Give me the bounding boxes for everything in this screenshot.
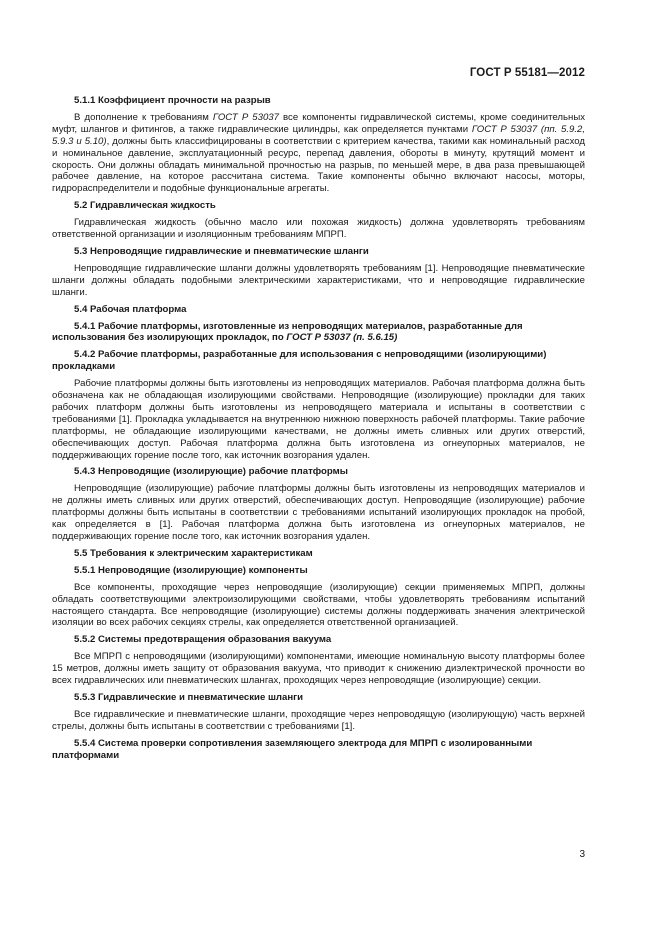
section-heading: 5.2 Гидравлическая жидкость (74, 200, 216, 212)
section-heading: 5.5.3 Гидравлические и пневматические шланги (74, 691, 304, 703)
paragraph: Все компоненты, проходящие через непроводящие (изолирующие) секции применяемых МПРП, должны обладать соответствующими электроизолирующими свойствами, чтобы удовлетворять требованиям испытаний настоящего стандарта. Все непроводящие (изолирующие) системы должны поддерживать значения электрической изоляции во всех рабочих секциях стрелы, как определяется ответственной организацией. (52, 581, 585, 629)
paragraph: Все гидравлические и пневматические шланги, проходящие через непроводящую (изолирующую) часть верхней стрелы, должны быть испытаны в соответствии с требованиями [1]. (52, 708, 585, 732)
section-heading: 5.5.2 Системы предотвращения образования вакуума (74, 634, 332, 646)
paragraph: Гидравлическая жидкость (обычно масло или похожая жидкость) должна удовлетворять требованиям ответственной организации и изоляционным требованиям МПРП. (52, 217, 585, 241)
section-heading: 5.5.4 Система проверки сопротивления заземляющего электрода для МПРП с изолированными платформами (52, 737, 533, 761)
section-heading: 5.4.3 Непроводящие (изолирующие) рабочие платформы (74, 466, 348, 478)
document-code-header: ГОСТ Р 55181—2012 (469, 67, 585, 79)
paragraph: Рабочие платформы должны быть изготовлены из непроводящих материалов. Рабочая платформа должна быть обозначена как не обладающая изолирующими свойствами. Непроводящие (изолирующие) прокладки для таких рабочих платформ должны быть изготовлены из непроводящего материала и испытаны в соответствии с требованиями [1]. Прокладка укладывается на внутреннюю нижнюю поверхность рабочей платформы. Такие рабочие платформы, не обладающие изолирующими качествами, не должны иметь сливных или других отверстий, обеспечивающих доступ. Рабочая платформа должна быть изготовлена из огнеупорных материалов, не поддерживающих горение после того, как источник возгорания удален. (52, 378, 585, 461)
paragraph: В дополнение к требованиям ГОСТ Р 53037 все компоненты гидравлической системы, кроме соединительных муфт, шлангов и фитингов, а также гидравлические цилиндры, как определяется пунктами ГОСТ Р 53037 (пп. 5.9.2, 5.9.3 и 5.10), должны быть классифицированы в соответствии с критерием качества, такими как номинальный расход и номинальное давление, эксплуатационный ресурс, перепад давления, обороты в минуту, крутящий момент и скорость. Они должны обладать минимальной прочностью на разрыв, по меньшей мере, в два раза превышающей рабочее давление, на которое рассчитана система. Такие компоненты обычно включают насосы, моторы, гидрораспределители и подобные функциональные агрегаты. (52, 111, 586, 195)
section-heading: 5.4 Рабочая платформа (74, 303, 187, 315)
page-number: 3 (579, 849, 585, 860)
document-body (52, 95, 585, 767)
section-heading: 5.5 Требования к электрическим характеристикам (74, 547, 313, 559)
section-heading: 5.1.1 Коэффициент прочности на разрыв (74, 95, 271, 106)
section-heading: 5.4.1 Рабочие платформы, изготовленные из непроводящих материалов, разработанные для использования без изолирующих прокладок, по ГОСТ Р 53037 (п. 5.6.15) (52, 320, 523, 344)
paragraph: Все МПРП с непроводящими (изолирующими) компонентами, имеющие номинальную высоту платформы более 15 метров, должны иметь защиту от образования вакуума, что приводит к снижению диэлектрической прочности во всех гидравлических или пневматических шлангах, проходящих через непроводящие (изолирующие) секции. (52, 651, 585, 687)
paragraph: Непроводящие (изолирующие) рабочие платформы должны быть изготовлены из непроводящих материалов и не должны иметь сливных или других отверстий, обеспечивающих доступ. Непроводящие (изолирующие) рабочие платформы должны быть испытаны в соответствии с требованиями испытаний изолирующих прокладок на пробой, как определяется в [1]. Рабочая платформа должна быть изготовлена из огнеупорных материалов, не поддерживающих горение после того, как источник возгорания удален. (52, 483, 585, 542)
paragraph: Непроводящие гидравлические шланги должны удовлетворять требованиям [1]. Непроводящие пневматические шланги должны обладать подобными электрическими характеристиками, что и непроводящие гидравлические шланги. (52, 262, 585, 298)
section-heading: 5.4.2 Рабочие платформы, разработанные для использования с непроводящими (изолирующими) прокладками (52, 349, 547, 373)
section-heading: 5.5.1 Непроводящие (изолирующие) компоненты (74, 564, 308, 576)
section-heading: 5.3 Непроводящие гидравлические и пневматические шланги (74, 245, 369, 257)
